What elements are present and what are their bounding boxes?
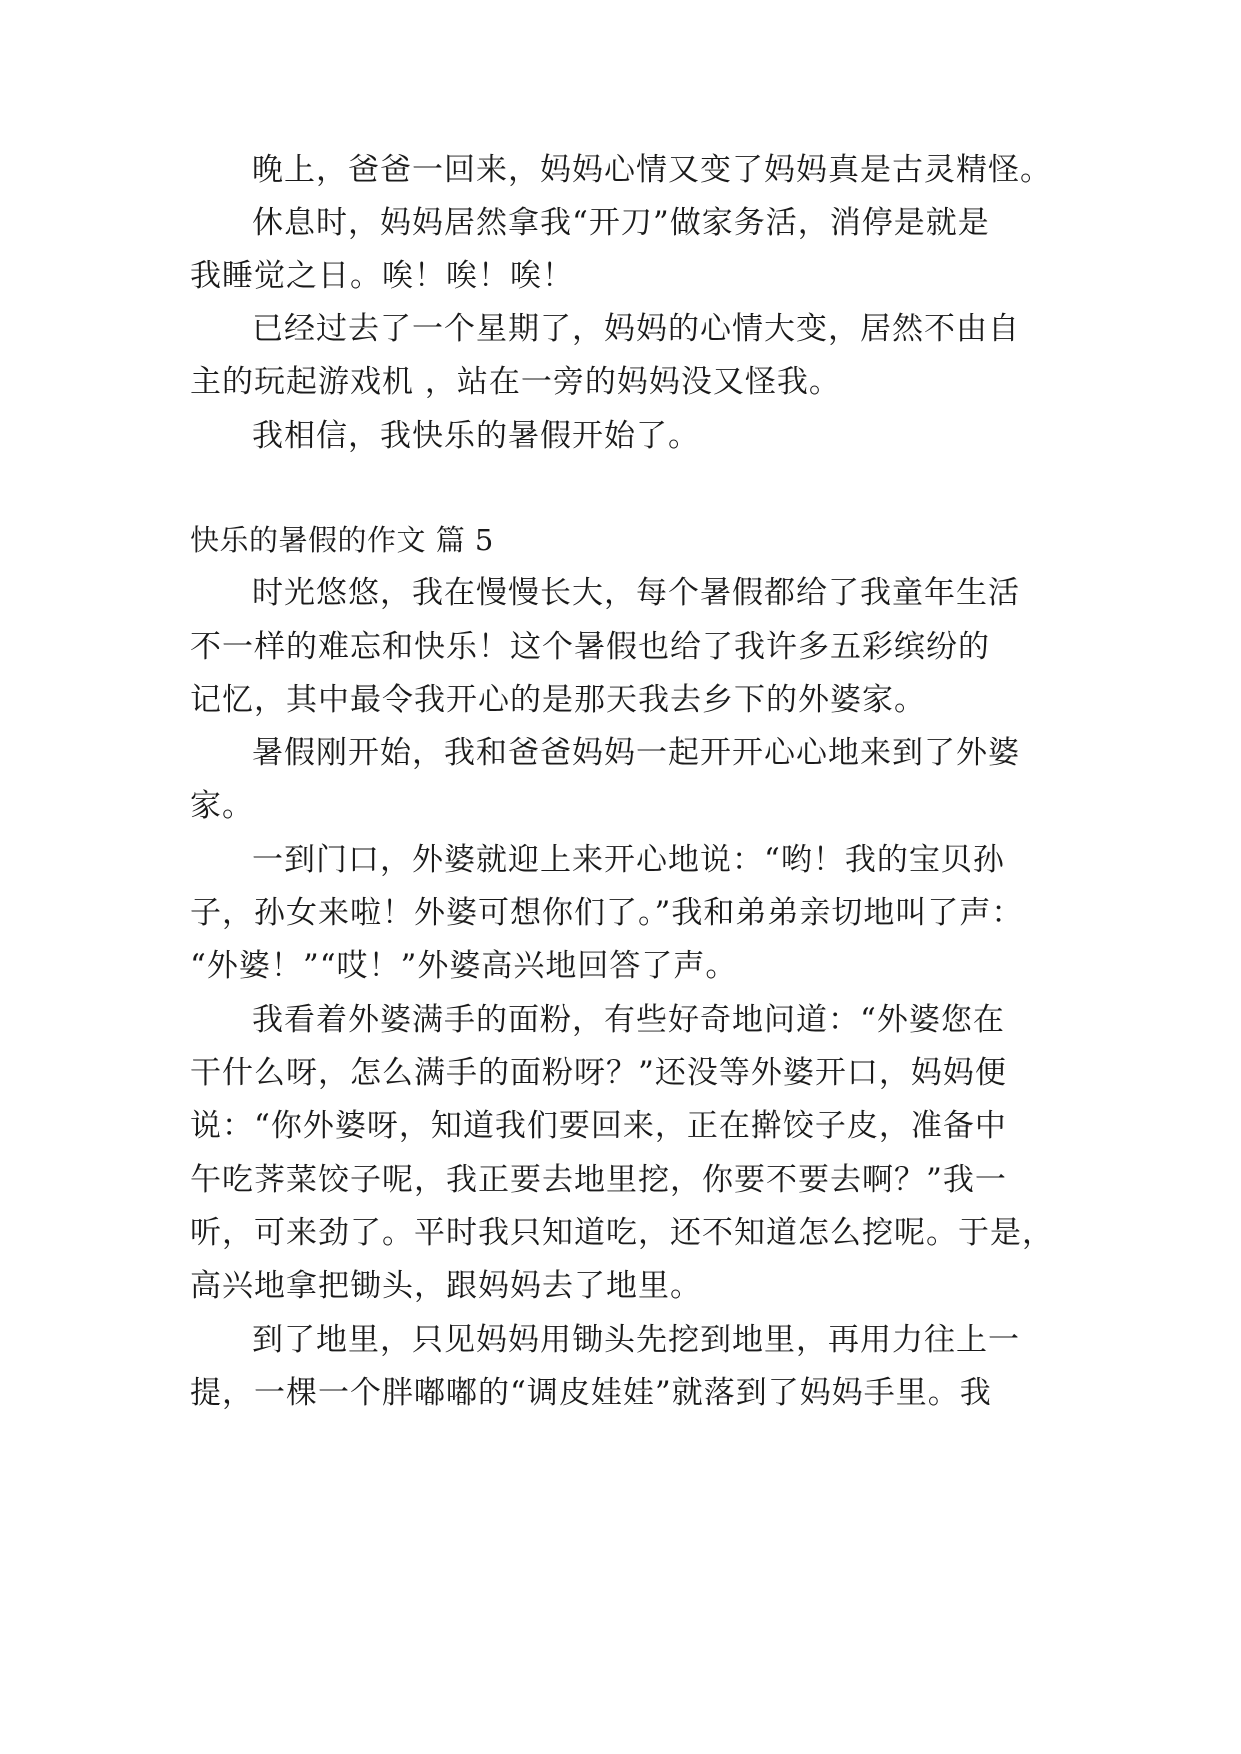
paragraph-line: 家。 bbox=[190, 788, 254, 824]
paragraph-line: “外婆！”“哎！”外婆高兴地回答了声。 bbox=[190, 948, 738, 984]
paragraph-line: 已经过去了一个星期了，妈妈的心情大变，居然不由自 bbox=[252, 311, 1020, 347]
paragraph-line: 休息时，妈妈居然拿我“开刀”做家务活，消停是就是 bbox=[252, 205, 990, 241]
section-heading: 快乐的暑假的作文 篇 5 bbox=[190, 523, 494, 557]
paragraph-line: 我睡觉之日。唉！唉！唉！ bbox=[190, 258, 574, 294]
paragraph-line: 时光悠悠，我在慢慢长大，每个暑假都给了我童年生活 bbox=[252, 575, 1020, 611]
paragraph-line: 说：“你外婆呀，知道我们要回来，正在擀饺子皮，准备中 bbox=[190, 1108, 1007, 1144]
paragraph-line: 听，可来劲了。平时我只知道吃，还不知道怎么挖呢。于是， bbox=[190, 1215, 1054, 1251]
paragraph-line: 我看着外婆满手的面粉，有些好奇地问道：“外婆您在 bbox=[252, 1002, 1005, 1038]
paragraph-line: 干什么呀，怎么满手的面粉呀？”还没等外婆开口，妈妈便 bbox=[190, 1055, 1007, 1091]
paragraph-line: 暑假刚开始，我和爸爸妈妈一起开开心心地来到了外婆 bbox=[252, 735, 1020, 771]
paragraph-line: 高兴地拿把锄头，跟妈妈去了地里。 bbox=[190, 1268, 702, 1304]
paragraph-line: 提，一棵一个胖嘟嘟的“调皮娃娃”就落到了妈妈手里。我 bbox=[190, 1375, 992, 1411]
paragraph-line: 晚上，爸爸一回来，妈妈心情又变了妈妈真是古灵精怪。 bbox=[252, 152, 1052, 188]
paragraph-line: 主的玩起游戏机 ，站在一旁的妈妈没又怪我。 bbox=[190, 364, 841, 400]
paragraph-line: 一到门口，外婆就迎上来开心地说：“哟！我的宝贝孙 bbox=[252, 842, 1005, 878]
paragraph-line: 午吃荠菜饺子呢，我正要去地里挖，你要不要去啊？”我一 bbox=[190, 1162, 1007, 1198]
paragraph-line: 记忆，其中最令我开心的是那天我去乡下的外婆家。 bbox=[190, 682, 926, 718]
paragraph-line: 不一样的难忘和快乐！这个暑假也给了我许多五彩缤纷的 bbox=[190, 629, 990, 665]
paragraph-line: 到了地里，只见妈妈用锄头先挖到地里，再用力往上一 bbox=[252, 1322, 1020, 1358]
paragraph-line: 我相信，我快乐的暑假开始了。 bbox=[252, 418, 700, 454]
paragraph-line: 子，孙女来啦！外婆可想你们了。”我和弟弟亲切地叫了声： bbox=[190, 895, 1024, 931]
